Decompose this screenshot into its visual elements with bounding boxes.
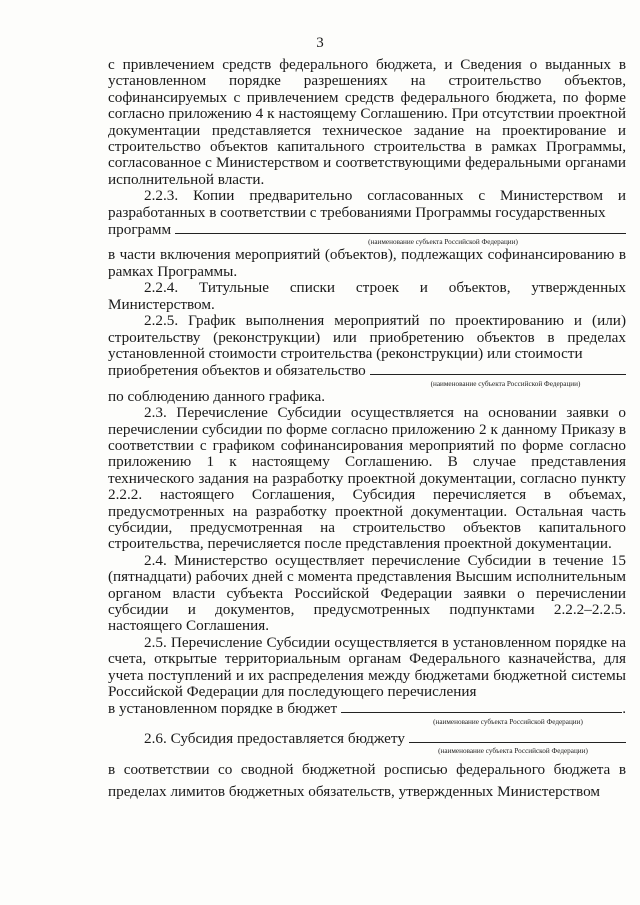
paragraph-2-2-3-cont: в части включения мероприятий (объектов), подлежащих софинансированию в рамках Программы. (108, 246, 626, 280)
budget-label: в установленном порядке в бюджет (108, 700, 338, 718)
field-caption: (наименование субъекта Российской Федерации) (430, 379, 581, 388)
subsidy-fill-line (108, 730, 626, 747)
paragraph-2-4: 2.4. Министерство осуществляет перечисление Субсидии в течение 15 (пятнадцати) рабочих дней с момента представления Высшим исполнительным органом власти субъекта Российской Федерации заявки о перечислении субсидии и документов, предусмотренных подпунктами 2.2.2–2.2.5. настоящего Соглашения. (108, 551, 626, 635)
subsidy-label: 2.6. Субсидия предоставляется бюджету (144, 729, 405, 747)
programs-blank[interactable] (175, 221, 626, 234)
document-body (108, 57, 626, 803)
field-caption: (наименование субъекта Российской Федерации) (433, 717, 583, 726)
obligation-label: приобретения объектов и обязательство (108, 362, 366, 380)
budget-period: . (622, 700, 626, 718)
paragraph-2-6-cont: в соответствии со сводной бюджетной росписью федерального бюджета в пределах лимитов бюджетных обязательств, утвержденных Министерством (108, 761, 626, 801)
page-number: 3 (316, 35, 324, 51)
paragraph-2-2-3: 2.2.3. Копии предварительно согласованных с Министерством и разработанных в соответствии с требованиями Программы государственных (108, 187, 626, 221)
paragraph-2-5: 2.5. Перечисление Субсидии осуществляется в установленном порядке на счета, открытые территориальным органам Федерального казначейства, для учета поступлений и их распределения между бюджетами бюджетной системы Российской Федерации для последующего перечисления (108, 633, 626, 701)
field-caption: (наименование субъекта Российской Федерации) (368, 238, 518, 247)
obligation-blank[interactable] (370, 362, 626, 375)
programs-label: программ (108, 221, 172, 239)
paragraph-2-2-5-cont: по соблюдению данного графика. (108, 387, 325, 405)
paragraph-2-2-4: 2.2.4. Титульные списки строек и объектов, утвержденных Министерством. (108, 279, 626, 313)
paragraph-intro: с привлечением средств федерального бюджета, и Сведения о выданных в установленном порядке разрешениях на строительство объектов, софинансируемых с привлечением средств федерального бюджета, по форме согласно приложению 4 к настоящему Соглашению. При отсутствии проектной документации представляется техническое задание на проектирование и строительство объектов капитального строительства в рамках Программы, согласованное с Министерством и соответствующими федеральными органами исполнительной власти. (108, 56, 626, 188)
programs-fill-line (108, 221, 626, 238)
paragraph-2-3: 2.3. Перечисление Субсидии осуществляется на основании заявки о перечислении субсидии по форме согласно приложению 2 к данному Приказу в соответствии с графиком софинансирования мероприятий по форме согласно приложению 1 к настоящему Соглашению. В случае представления технического задания на разработку проектной документации, согласно пункту 2.2.2. настоящего Соглашения, Субсидия перечисляется в объемах, предусмотренных на разработку проектной документации. Остальная часть субсидии, предусмотренная на строительство объектов капитального строительства, перечисляется после представления проектной документации. (108, 404, 626, 553)
budget-blank[interactable] (341, 700, 622, 713)
field-caption: (наименование субъекта Российской Федерации) (438, 747, 588, 756)
subsidy-blank[interactable] (409, 730, 626, 743)
obligation-fill-line (108, 362, 626, 379)
budget-fill-line (108, 700, 626, 717)
paragraph-2-2-5: 2.2.5. График выполнения мероприятий по проектированию и (или) строительству (реконструкции) или приобретению объектов в пределах установленной стоимости строительства (реконструкции) или стоимости (108, 312, 626, 362)
